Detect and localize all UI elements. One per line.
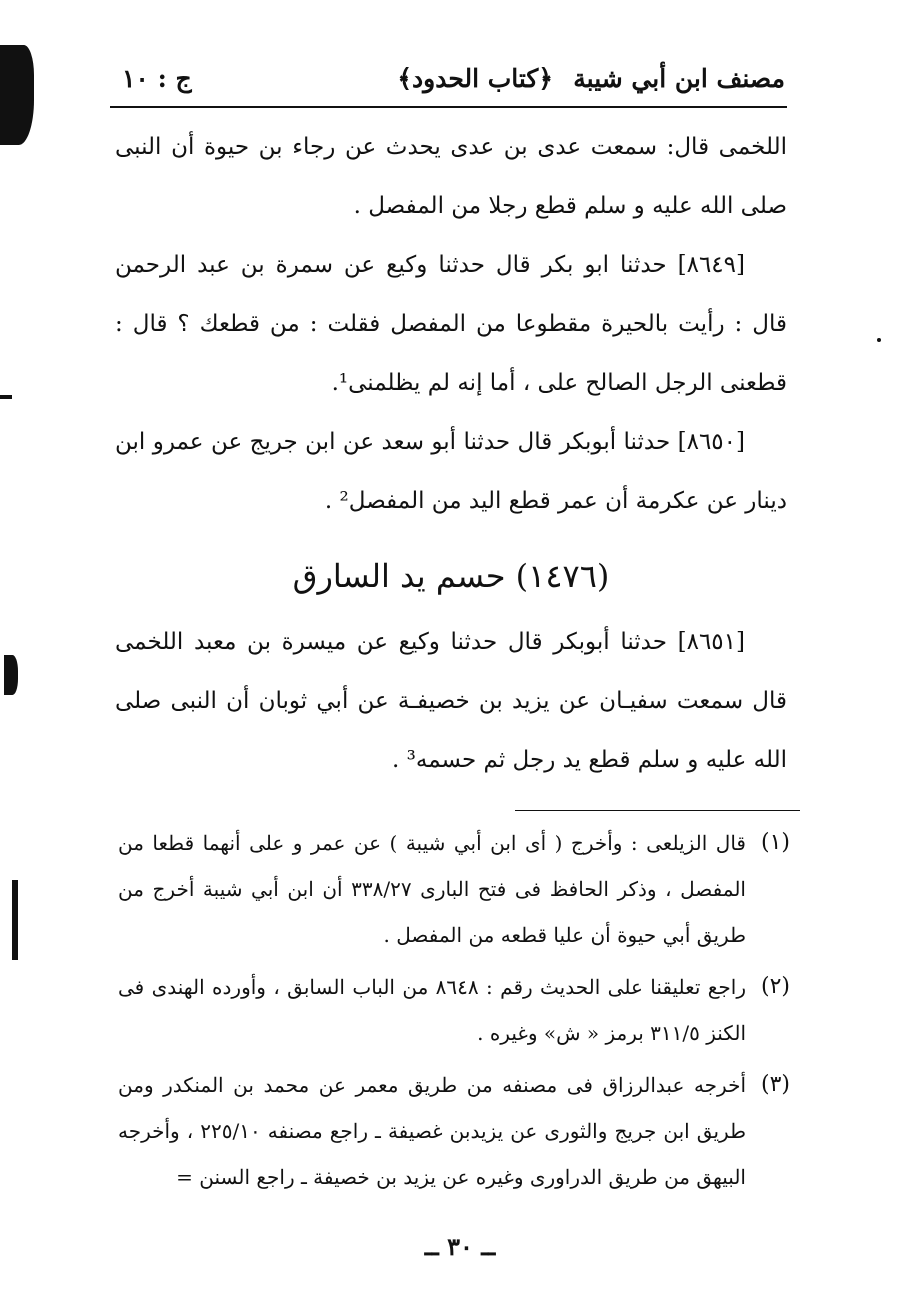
hadith-8650: [٨٦٥٠] حدثنا أبوبكر قال حدثنا أبو سعد عن ابن جريج عن عمرو ابن دينار عن عكرمة أن عمر قطع اليد من المفصل² . (115, 429, 787, 514)
footnote-number: (١) (760, 830, 790, 855)
scan-artifact-middle (0, 395, 12, 399)
scan-artifact-bar (12, 880, 18, 960)
scan-artifact-top (0, 45, 34, 145)
section-title: ﴿كتاب الحدود﴾ (397, 64, 553, 93)
volume-label: ج : ١٠ (122, 64, 192, 93)
header-rule (110, 106, 787, 108)
paragraph-continuation: اللخمى قال: سمعت عدى بن عدى يحدث عن رجاء بن حيوة أن النبى صلى الله عليه و سلم قطع رجلا من المفصل . (115, 134, 787, 219)
hadith-8649: [٨٦٤٩] حدثنا ابو بكر قال حدثنا وكيع عن سمرة بن عبد الرحمن قال : رأيت بالحيرة مقطوعا من المفصل فقلت : من قطعك ؟ قال : قطعنى الرجل الصالح على ، أما إنه لم يظلمنى¹. (115, 252, 787, 396)
footnote-3 (118, 1062, 790, 1200)
scan-artifact-dot (877, 338, 881, 342)
footnote-1 (118, 820, 790, 958)
footnote-number: (٣) (760, 1072, 790, 1097)
main-text (115, 118, 787, 790)
footnote-text: قال الزيلعى : وأخرج ( أى ابن أبي شيبة ) عن عمر و على أنهما قطعا من المفصل ، وذكر الحافظ فى فتح البارى ٣٣٨/٢٧ أن ابن أبي شيبة أخرج من طريق أبي حيوة أن عليا قطعه من المفصل . (118, 831, 746, 947)
footnotes (118, 820, 790, 1206)
book-title: مصنف ابن أبي شيبة (573, 64, 785, 93)
footnote-rule (515, 810, 800, 811)
scan-artifact-lower (4, 655, 18, 695)
footnote-number: (٢) (760, 974, 790, 999)
chapter-heading: (١٤٧٦) حسم يد السارق (292, 557, 610, 595)
footnote-2 (118, 964, 790, 1056)
running-head (110, 58, 785, 102)
footnote-text: أخرجه عبدالرزاق فى مصنفه من طريق معمر عن محمد بن المنكدر ومن طريق ابن جريج والثورى عن يزيدبن غصيفة ـ راجع مصنفه ٢٢٥/١٠ ، وأخرجه البيهق من طريق الدراورى وغيره عن يزيد بن خصيفة ـ راجع السنن = (118, 1073, 746, 1189)
page-number: ــ ٣٠ ــ (424, 1232, 496, 1261)
hadith-8651: [٨٦٥١] حدثنا أبوبكر قال حدثنا وكيع عن ميسرة بن معبد اللخمى قال سمعت سفيـان عن يزيد بن خصيفـة عن أبي ثوبان أن النبى صلى الله عليه و سلم قطع يد رجل ثم حسمه³ . (115, 629, 787, 773)
footnote-text: راجع تعليقنا على الحديث رقم : ٨٦٤٨ من الباب السابق ، وأورده الهندى فى الكنز ٣١١/٥ برمز « ش» وغيره . (118, 975, 746, 1045)
